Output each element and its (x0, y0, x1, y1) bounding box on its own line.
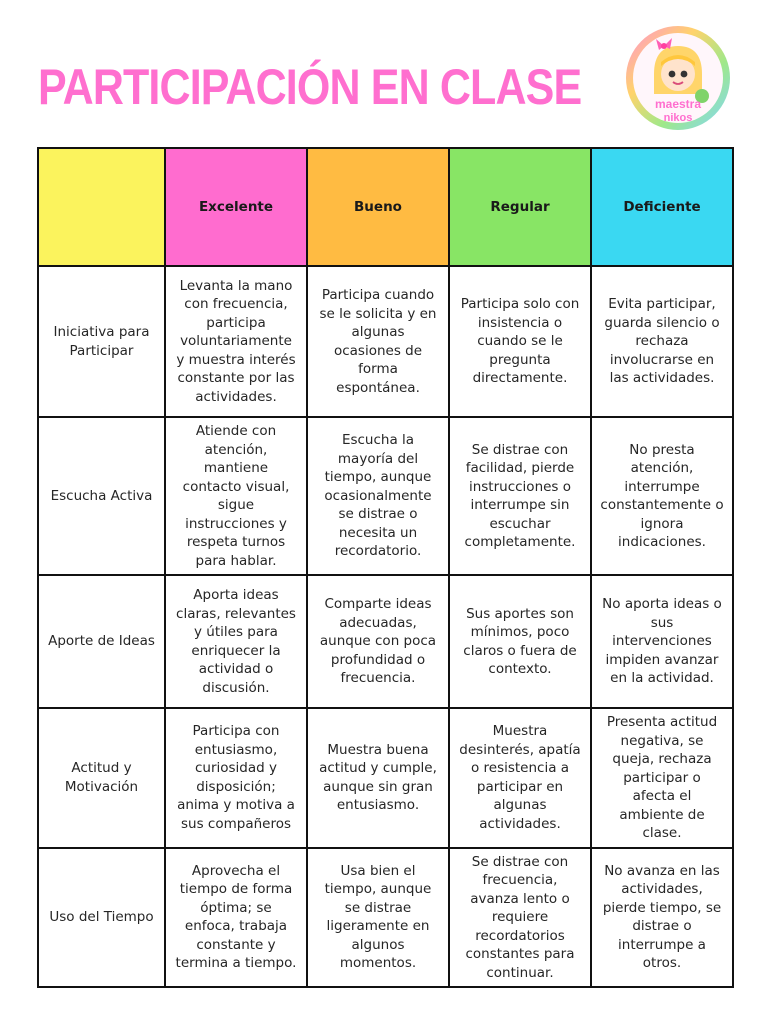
header-regular: Regular (449, 148, 591, 266)
header-row (38, 148, 733, 266)
header-blank-cell (38, 148, 165, 266)
criterion-cell: Aporte de Ideas (38, 575, 165, 708)
table-row (38, 417, 733, 575)
header-bueno: Bueno (307, 148, 449, 266)
page-title: PARTICIPACIÓN EN CLASE (38, 59, 582, 115)
table-row (38, 848, 733, 988)
logo-text-maestra: maestra (654, 97, 702, 111)
cell-excelente: Atiende con atención, mantiene contacto visual, sigue instrucciones y respeta turnos para hablar. (165, 417, 307, 575)
cell-bueno: Usa bien el tiempo, aunque se distrae ligeramente en algunos momentos. (307, 848, 449, 988)
cell-bueno: Comparte ideas adecuadas, aunque con poca profundidad o frecuencia. (307, 575, 449, 708)
cell-deficiente: Presenta actitud negativa, se queja, rechaza participar o afecta el ambiente de clase. (591, 708, 733, 848)
cell-excelente: Levanta la mano con frecuencia, participa voluntariamente y muestra interés constante por las actividades. (165, 266, 307, 417)
cell-regular: Se distrae con frecuencia, avanza lento o requiere recordatorios constantes para continuar. (449, 848, 591, 988)
logo-text-nikos: nikos (663, 112, 693, 124)
table-row (38, 266, 733, 417)
cell-regular: Sus aportes son mínimos, poco claros o fuera de contexto. (449, 575, 591, 708)
header-deficiente: Deficiente (591, 148, 733, 266)
cell-bueno: Participa cuando se le solicita y en algunas ocasiones de forma espontánea. (307, 266, 449, 417)
cell-excelente: Aprovecha el tiempo de forma óptima; se enfoca, trabaja constante y termina a tiempo. (165, 848, 307, 988)
table-row (38, 575, 733, 708)
cell-bueno: Escucha la mayoría del tiempo, aunque ocasionalmente se distrae o necesita un recordatorio. (307, 417, 449, 575)
cell-deficiente: No avanza en las actividades, pierde tiempo, se distrae o interrumpe a otros. (591, 848, 733, 988)
criterion-cell: Iniciativa para Participar (38, 266, 165, 417)
criterion-cell: Uso del Tiempo (38, 848, 165, 988)
maestra-nikos-logo (624, 24, 732, 132)
cell-regular: Participa solo con insistencia o cuando se le pregunta directamente. (449, 266, 591, 417)
cell-deficiente: No presta atención, interrumpe constantemente o ignora indicaciones. (591, 417, 733, 575)
cell-excelente: Aporta ideas claras, relevantes y útiles para enriquecer la actividad o discusión. (165, 575, 307, 708)
cell-deficiente: No aporta ideas o sus intervenciones impiden avanzar en la actividad. (591, 575, 733, 708)
rubric-table (37, 147, 734, 988)
header-excelente: Excelente (165, 148, 307, 266)
table-row (38, 708, 733, 848)
cell-excelente: Participa con entusiasmo, curiosidad y disposición; anima y motiva a sus compañeros (165, 708, 307, 848)
criterion-cell: Escucha Activa (38, 417, 165, 575)
criterion-cell: Actitud y Motivación (38, 708, 165, 848)
cell-regular: Muestra desinterés, apatía o resistencia a participar en algunas actividades. (449, 708, 591, 848)
cell-deficiente: Evita participar, guarda silencio o rechaza involucrarse en las actividades. (591, 266, 733, 417)
cell-regular: Se distrae con facilidad, pierde instrucciones o interrumpe sin escuchar completamente. (449, 417, 591, 575)
cell-bueno: Muestra buena actitud y cumple, aunque sin gran entusiasmo. (307, 708, 449, 848)
